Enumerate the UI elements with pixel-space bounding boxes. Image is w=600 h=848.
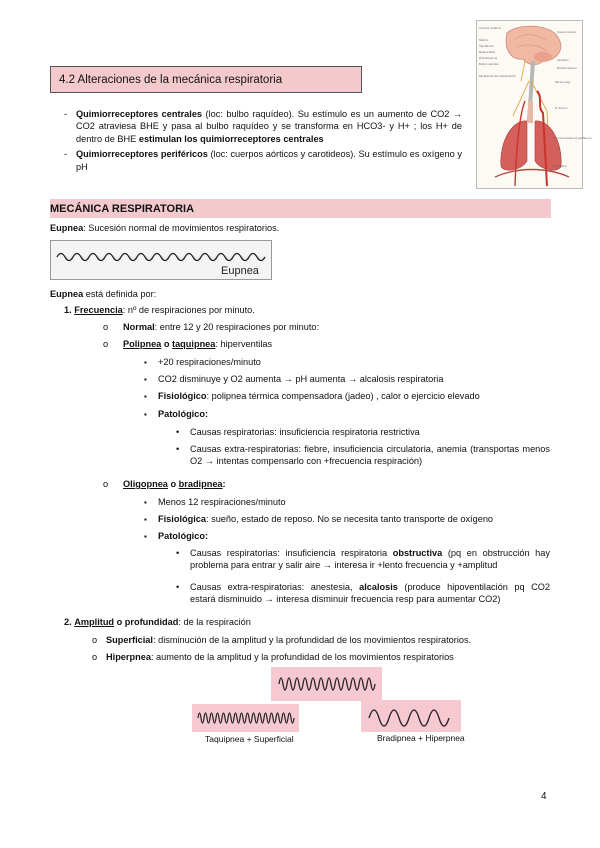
brain-lungs-diagram	[477, 21, 592, 188]
anatomy-label: Mesencéfalo	[479, 51, 496, 54]
anatomy-label: Quimiorreceptores periféricos	[553, 137, 592, 140]
figure-caption: Bradipnea + Hiperpnea	[377, 733, 465, 743]
anatomy-label: Receptores del estiramiento	[479, 75, 516, 78]
tachypnea-superficial-wave	[192, 704, 299, 732]
anatomy-label: Cerebelo	[557, 59, 569, 62]
eupnea-defined-by	[50, 288, 156, 300]
anatomy-label: Tálamo	[479, 39, 489, 42]
page-number: 4	[541, 791, 547, 802]
section-title: 4.2 Alteraciones de la mecánica respiratoria	[59, 74, 283, 86]
list-item: ▪ +20 respiraciones/minuto	[144, 357, 261, 367]
bold-term: :	[204, 531, 209, 541]
text: : aumento de la amplitud y la profundidad de los movimientos respiratorios	[150, 652, 454, 662]
list-item: • Causas extra-respiratorias: anestesia, alcalosis (produce hipoventilación pq CO2 estará disminuido → interesa disminuir frecuencia resp para aumentar CO2)	[176, 582, 550, 605]
text: : nº de respiraciones por minuto.	[122, 305, 255, 315]
bold-term: :	[222, 479, 226, 489]
list-item: • Causas extra-respiratorias: fiebre, insuficiencia circulatoria, anemia (transportas menos O2 → intentas compensarlo con +frecuencia respiración)	[176, 444, 550, 467]
polipnea-item: o Polipnea o taquipnea: hiperventilas	[103, 339, 273, 349]
bold-term: Patológico	[158, 531, 205, 541]
text: : entre 12 y 20 respiraciones por minuto:	[154, 322, 320, 332]
respiratory-control-illustration	[476, 20, 592, 189]
bold-term: bradipnea	[178, 479, 223, 489]
hiperpnea-item: o Hiperpnea: aumento de la amplitud y la profundidad de los movimientos respiratorios	[92, 652, 454, 662]
item-text: : sueño, estado de reposo. No se necesita tanto transporte de oxígeno	[206, 514, 494, 524]
anatomy-label: Hipotálamo	[479, 45, 494, 48]
list-item: ▪ Patológico:	[144, 409, 209, 419]
section-heading: MECÁNICA RESPIRATORIA	[50, 203, 195, 215]
eupnea-waveform-figure	[50, 240, 272, 280]
text: : disminución de la amplitud y la profundidad de los movimientos respiratorios.	[152, 635, 472, 645]
list-item: ▪ Fisiológica: sueño, estado de reposo. No se necesita tanto transporte de oxígeno	[144, 514, 494, 524]
section-title-bar	[50, 66, 362, 93]
anatomy-label: Cuerpo calloso	[557, 31, 577, 34]
bold-term: estimulan los quimiorreceptores centrales	[138, 133, 324, 144]
superficial-item: o Superficial: disminución de la amplitud y la profundidad de los movimientos respiratorios.	[92, 635, 472, 645]
list-number: 1.	[64, 305, 72, 315]
amplitud-item	[64, 616, 251, 628]
item-text: (loc: cuerpos aórticos y carotideos). Su estímulo es oxígeno y pH	[76, 149, 462, 172]
list-item: ▪ CO2 disminuye y O2 aumenta → pH aumenta → alcalosis respiratoria	[144, 374, 444, 384]
item-text: (produce hipoventilación pq CO2 estará disminuido → interesa disminuir frecuencia resp para aumentar CO2)	[190, 582, 550, 605]
waveform-figure-top	[271, 667, 382, 701]
definition-text: : Sucesión normal de movimientos respiratorios.	[83, 223, 280, 233]
item-text: Causas extra-respiratorias: anestesia,	[190, 582, 360, 592]
bold-term: Eupnea	[50, 289, 84, 299]
figure-label: Eupnea	[221, 265, 259, 277]
bold-term: o	[167, 479, 179, 489]
list-item: - Quimiorreceptores periféricos (loc: cuerpos aórticos y carotideos). Su estímulo es oxígeno y pH	[64, 149, 462, 172]
frecuencia-item	[64, 304, 255, 316]
text: : de la respiración	[178, 617, 251, 627]
bold-term: Quimiorreceptores centrales	[76, 109, 203, 119]
bold-term: Amplitud	[74, 617, 115, 627]
item-text: : polipnea térmica compensadora (jadeo) , calor o ejercicio elevado	[206, 391, 480, 401]
eupnea-definition	[50, 222, 279, 234]
mecanica-heading-bar	[50, 199, 551, 218]
list-item: ▪ Patológico:	[144, 531, 209, 541]
figure-caption: Taquipnea + Superficial	[205, 734, 294, 744]
bold-term: alcalosis	[359, 582, 398, 592]
item-text: +20 respiraciones/minuto	[158, 357, 261, 367]
normal-item: o Normal: entre 12 y 20 respiraciones por minuto:	[103, 322, 320, 332]
anatomy-label: Nervio vago	[555, 81, 571, 84]
text: está definida por:	[83, 289, 157, 299]
bold-term: o	[161, 339, 173, 349]
anatomy-label: Protuberancia	[479, 57, 498, 60]
list-item: ▪ Menos 12 respiraciones/minuto	[144, 497, 286, 507]
item-text: CO2 disminuye y O2 aumenta → pH aumenta → alcalosis respiratoria	[158, 374, 444, 384]
item-text: Causas respiratorias: insuficiencia respiratoria restrictiva	[190, 427, 420, 437]
item-text: Causas extra-respiratorias: fiebre, insuficiencia circulatoria, anemia (transportas menos O2 → intentas compensarlo con +frecuencia respiración)	[190, 444, 550, 467]
oligopnea-item: o Oligopnea o bradipnea:	[103, 479, 226, 489]
bold-term: Polipnea	[123, 339, 162, 349]
bold-term: Frecuencia	[74, 305, 123, 315]
text: : hiperventilas	[215, 339, 273, 349]
tachypnea-wave	[271, 667, 382, 701]
item-text: Causas respiratorias: insuficiencia respiratoria	[190, 548, 393, 558]
eupnea-wave	[51, 241, 271, 279]
bold-term: profundidad	[124, 617, 179, 627]
anatomy-label: N. frénico	[555, 107, 568, 110]
list-item: ▪ Fisiológico: polipnea térmica compensadora (jadeo) , calor o ejercicio elevado	[144, 391, 480, 401]
anatomy-label: Bulbo raquídeo	[479, 63, 499, 66]
bold-term: Hiperpnea	[106, 652, 151, 662]
bold-term: Oligopnea	[123, 479, 168, 489]
chemoreceptor-list	[64, 108, 462, 176]
bold-term: Fisiológica	[158, 514, 206, 524]
bold-term: Patológico	[158, 409, 205, 419]
waveform-figure-left	[192, 704, 299, 732]
item-text: (loc: bulbo raquídeo). Su estímulo es un aumento de CO2 → CO2 atraviesa BHE y pasa al bulbo raquídeo y se transforma en HCO3- y H+ ; los H+ de dentro de BHE	[76, 109, 463, 144]
list-item: • Causas respiratorias: insuficiencia respiratoria obstructiva (pq en obstrucción hay problema para entrar y salir aire → interesa ir +lento frecuencia y +amplitud	[176, 548, 550, 571]
waveform-figure-right	[361, 700, 461, 732]
item-text: (pq en obstrucción hay problema para entrar y salir aire → interesa ir +lento frecuencia y +amplitud	[190, 548, 550, 571]
list-item: • Causas respiratorias: insuficiencia respiratoria restrictiva	[176, 427, 420, 437]
bold-term: o	[114, 617, 125, 627]
anatomy-label: Médula espinal	[557, 67, 577, 70]
anatomy-label: Corteza cerebral	[479, 27, 501, 30]
bold-term: obstructiva	[392, 548, 443, 558]
bold-term: Quimiorreceptores periféricos	[76, 149, 208, 160]
bold-term: taquipnea	[172, 339, 216, 349]
bold-term: Normal	[123, 322, 155, 332]
item-text: Menos 12 respiraciones/minuto	[158, 497, 286, 507]
bold-term: Fisiológico	[158, 391, 207, 401]
list-number: 2.	[64, 617, 72, 627]
bradypnea-hyperpnea-wave	[361, 700, 461, 732]
bold-term: Superficial	[106, 635, 153, 645]
bold-term: :	[204, 409, 209, 419]
bold-term: Eupnea	[50, 223, 84, 233]
list-item: - Quimiorreceptores centrales (loc: bulbo raquídeo). Su estímulo es un aumento de CO2 → CO2 atraviesa BHE y pasa al bulbo raquídeo y se transforma en HCO3- y H+ ; los H+ de dentro de BHE estimulan los quimiorreceptores centrales	[64, 109, 463, 144]
anatomy-label: Diafragma	[553, 165, 567, 168]
